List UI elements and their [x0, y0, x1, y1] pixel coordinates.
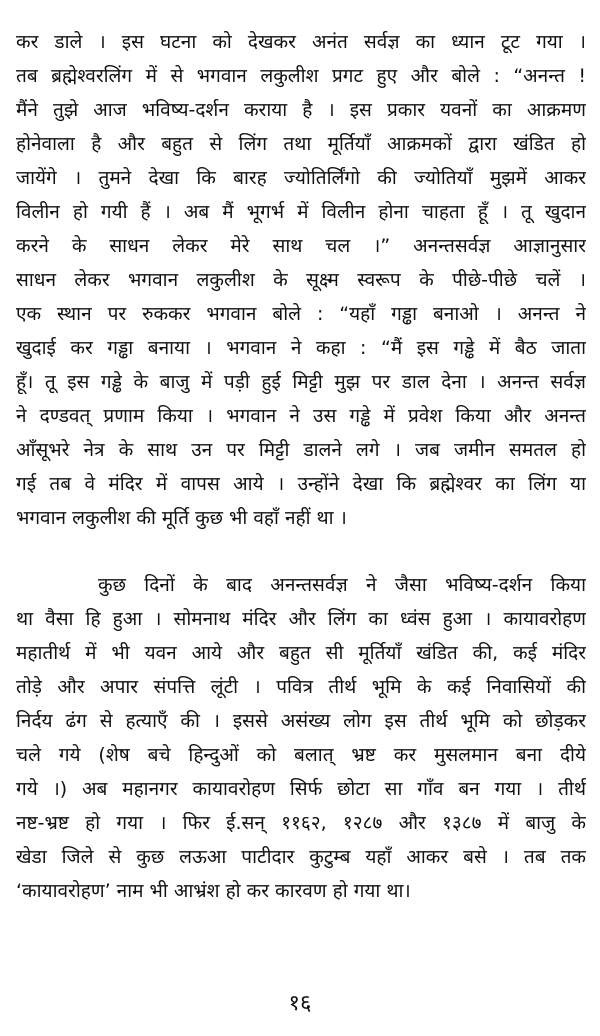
text-line: चले गये (शेष बचे हिन्दुओं को बलात् भ्रष्ट कर मुसलमान बना दीये [16, 744, 586, 766]
text-line: ‘कायावरोहण’ नाम भी आभ्रंश हो कर कारवण हो गया था। [16, 880, 411, 902]
text-line: गई तब वे मंदिर में वापस आये । उन्होंने देखा कि ब्रह्मेश्वर का लिंग या [16, 473, 586, 495]
text-line: नष्ट-भ्रष्ट हो गया । फिर ई.सन् ११६२, १२८७ और १३८७ में बाजु के [16, 812, 586, 834]
text-line: मैंने तुझे आज भविष्य-दर्शन कराया है । इस प्रकार यवनों का आक्रमण [16, 99, 586, 121]
text-line: गये ।) अब महानगर कायावरोहण सिर्फ छोटा सा गाँव बन गया । तीर्थ [16, 778, 586, 800]
text-line: था वैसा हि हुआ । सोमनाथ मंदिर और लिंग का ध्वंस हुआ । कायावरोहण [16, 608, 586, 630]
text-line: कुछ दिनों के बाद अनन्तसर्वज्ञ ने जैसा भविष्य-दर्शन किया [98, 574, 586, 596]
text-line: होनेवाला है और बहुत से लिंग तथा मूर्तियाँ आक्रमकों द्वारा खंडित हो [16, 133, 586, 155]
text-line: आँसूभरे नेत्र के साथ उन पर मिट्टी डालने लगे । जब जमीन समतल हो [16, 439, 586, 461]
text-line: हूँ। तू इस गड्ढे के बाजु में पड़ी हुई मिट्टी मुझ पर डाल देना । अनन्त सर्वज्ञ [16, 371, 586, 393]
text-line: महातीर्थ में भी यवन आये और बहुत सी मूर्तियाँ खंडित की, कई मंदिर [16, 642, 586, 664]
text-line: विलीन हो गयी हैं । अब मैं भूगर्भ में विलीन होना चाहता हूँ । तू खुदान [16, 201, 586, 223]
text-line: तोड़े और अपार संपत्ति लूंटी । पवित्र तीर्थ भूमि के कई निवासियों की [16, 676, 586, 698]
text-line: तब ब्रह्मेश्वरलिंग में से भगवान लकुलीश प्रगट हुए और बोले : “अनन्त ! [16, 65, 586, 87]
page-number: १६ [288, 991, 312, 1016]
text-line: निर्दय ढंग से हत्याएँ की । इससे असंख्य लोग इस तीर्थ भूमि को छोड़कर [16, 710, 586, 732]
text-line: जायेंगे । तुमने देखा कि बारह ज्योतिर्लिंगो की ज्योतियाँ मुझमें आकर [16, 167, 586, 189]
text-line: कर डाले । इस घटना को देखकर अनंत सर्वज्ञ का ध्यान टूट गया । [16, 31, 586, 53]
text-line: खुदाई कर गड्ढा बनाया । भगवान ने कहा : “मैं इस गड्ढे में बैठ जाता [16, 337, 586, 359]
text-line: ने दण्डवत् प्रणाम किया । भगवान ने उस गड्ढे में प्रवेश किया और अनन्त [16, 405, 586, 427]
text-line: भगवान लकुलीश की मूर्ति कुछ भी वहाँ नहीं था । [16, 507, 347, 529]
text-line: खेडा जिले से कुछ लऊआ पाटीदार कुटुम्ब यहाँ आकर बसे । तब तक [16, 846, 586, 868]
text-line: एक स्थान पर रुककर भगवान बोले : “यहाँ गड्ढा बनाओ । अनन्त ने [16, 303, 586, 325]
text-line: साधन लेकर भगवान लकुलीश के सूक्ष्म स्वरूप के पीछे-पीछे चलें । [16, 269, 586, 291]
text-line: करने के साधन लेकर मेरे साथ चल ।” अनन्तसर्वज्ञ आज्ञानुसार [16, 235, 586, 257]
